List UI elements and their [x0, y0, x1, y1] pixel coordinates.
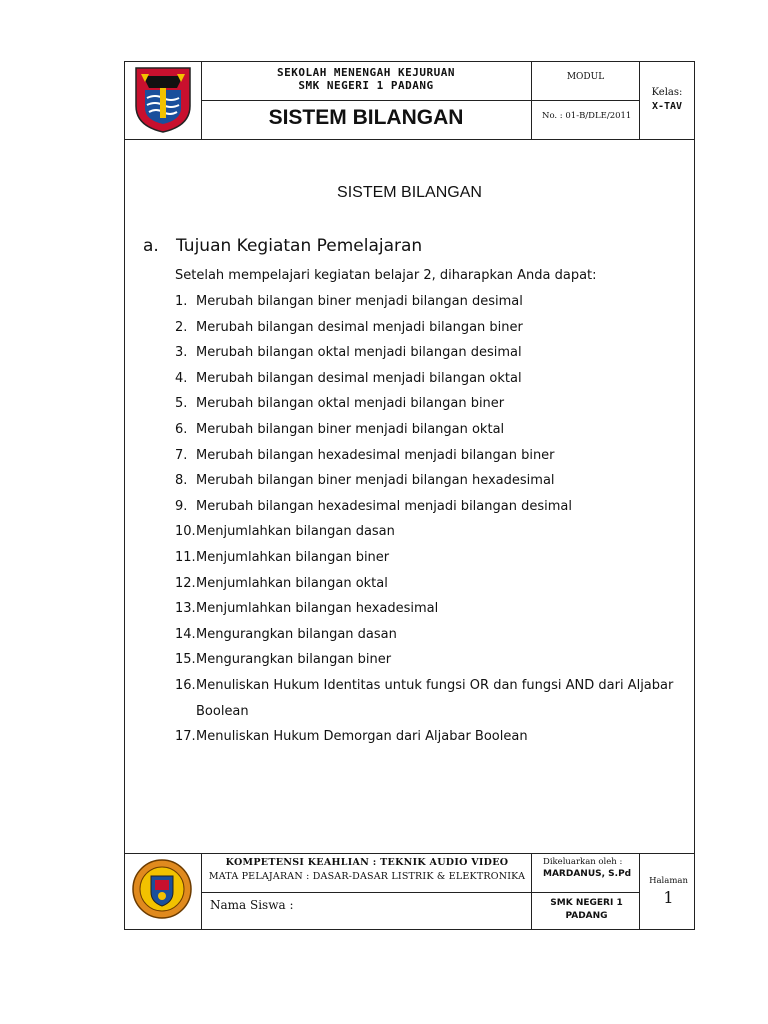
list-item: 8. Merubah bilangan biner menjadi bilangan hexadesimal — [175, 473, 555, 489]
header-bottom-border — [124, 139, 695, 140]
list-item: 16. Menuliskan Hukum Identitas untuk fungsi OR dan fungsi AND dari Aljabar Boolean — [175, 677, 674, 719]
issuer-line-2: PADANG — [565, 911, 608, 921]
competency-label: KOMPETENSI KEAHLIAN : TEKNIK AUDIO VIDEO — [225, 857, 509, 868]
issued-by-label: Dikeluarkan oleh : — [543, 857, 623, 867]
school-seal-logo — [131, 858, 193, 924]
school-line-1: SEKOLAH MENENGAH KEJURUAN — [276, 66, 456, 79]
subject-label: MATA PELAJARAN : DASAR-DASAR LISTRIK & ELEKTRONIKA — [208, 871, 526, 882]
list-item: 7. Merubah bilangan hexadesimal menjadi bilangan biner — [175, 447, 555, 463]
module-title: SISTEM BILANGAN — [268, 106, 464, 129]
content-title: SISTEM BILANGAN — [337, 184, 482, 201]
list-item: 1. Merubah bilangan biner menjadi bilangan desimal — [175, 294, 523, 309]
issuer-line-1: SMK NEGERI 1 — [550, 898, 623, 908]
footer-top-border — [124, 853, 695, 854]
modul-label: MODUL — [566, 72, 605, 82]
header-divider-3 — [639, 61, 640, 139]
section-heading — [143, 236, 422, 256]
page-number: 1 — [663, 888, 674, 907]
school-line-2: SMK NEGERI 1 PADANG — [298, 79, 434, 92]
padang-city-logo — [133, 66, 193, 138]
document-number: No. : 01-B/DLE/2011 — [542, 111, 632, 121]
list-item: 4. Merubah bilangan desimal menjadi bilangan oktal — [175, 370, 522, 386]
issuer-school — [533, 897, 640, 923]
list-item: 15. Mengurangkan bilangan biner — [175, 652, 392, 668]
kelas-block — [641, 86, 693, 114]
list-item: 9. Merubah bilangan hexadesimal menjadi bilangan desimal — [175, 498, 572, 514]
list-item: 5. Merubah bilangan oktal menjadi bilangan biner — [175, 396, 505, 412]
kelas-value: X-TAV — [651, 101, 683, 112]
author-name: MARDANUS, S.Pd — [543, 869, 632, 879]
footer-mid-line — [201, 892, 639, 893]
list-item: 2. Merubah bilangan desimal menjadi bilangan biner — [175, 319, 523, 335]
objectives-list — [175, 289, 675, 750]
header-mid-line — [201, 100, 639, 101]
intro-text: Setelah mempelajari kegiatan belajar 2, diharapkan Anda dapat: — [175, 268, 597, 283]
school-name — [202, 66, 530, 92]
section-letter: a. — [143, 236, 159, 256]
page-label: Halaman — [649, 876, 688, 886]
list-item: 12. Menjumlahkan bilangan oktal — [175, 575, 388, 591]
list-item: 10. Menjumlahkan bilangan dasan — [175, 524, 395, 540]
list-item: 3. Merubah bilangan oktal menjadi bilangan desimal — [175, 345, 522, 361]
student-name-label: Nama Siswa : — [210, 898, 294, 912]
section-title: Tujuan Kegiatan Pemelajaran — [176, 236, 423, 256]
kelas-label: Kelas: — [651, 87, 683, 98]
list-item: 11. Menjumlahkan bilangan biner — [175, 549, 390, 565]
list-item: 6. Merubah bilangan biner menjadi bilangan oktal — [175, 421, 505, 437]
list-item: 17. Menuliskan Hukum Demorgan dari Aljabar Boolean — [175, 729, 528, 745]
list-item: 13. Menjumlahkan bilangan hexadesimal — [175, 601, 439, 617]
list-item: 14. Mengurangkan bilangan dasan — [175, 626, 397, 642]
